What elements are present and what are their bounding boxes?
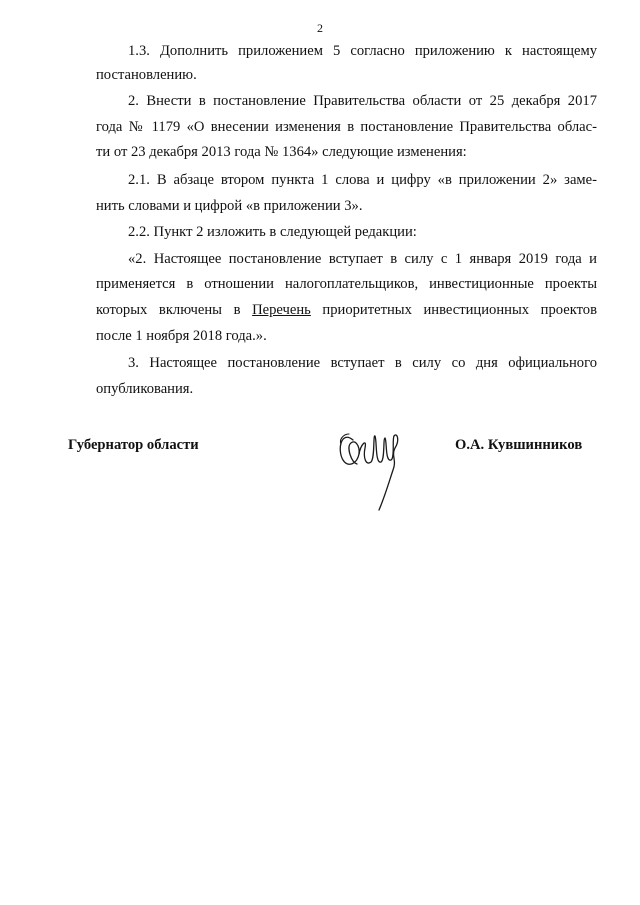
paragraph-1-3-line-2: постановлению.: [96, 67, 197, 83]
quoted-text-line-3-after: приоритетных инвестиционных проектов: [322, 302, 597, 318]
paragraph-2-line-2: года № 1179 «О внесении изменения в постановление Правительства облас-: [96, 119, 597, 135]
quoted-text-line-2: применяется в отношении налогоплательщиков, инвестиционные проекты: [96, 276, 597, 292]
quoted-text-line-3-before: которых включены в: [96, 302, 241, 318]
paragraph-1-3-line-1: 1.3. Дополнить приложением 5 согласно приложению к настоящему: [128, 43, 597, 59]
paragraph-2-1-line-1: 2.1. В абзаце втором пункта 1 слова и цифру «в приложении 2» заме-: [128, 172, 597, 188]
paragraph-3-line-1: 3. Настоящее постановление вступает в силу со дня официального: [128, 355, 597, 371]
paragraph-2-2-line-1: 2.2. Пункт 2 изложить в следующей редакции:: [128, 224, 417, 240]
paragraph-2-line-3: ти от 23 декабря 2013 года № 1364» следующие изменения:: [96, 144, 467, 160]
perechen-link[interactable]: Перечень: [252, 302, 311, 318]
paragraph-2-line-1: 2. Внести в постановление Правительства области от 25 декабря 2017: [128, 93, 597, 109]
paragraph-3-line-2: опубликования.: [96, 381, 194, 397]
quoted-text-line-1: «2. Настоящее постановление вступает в силу с 1 января 2019 года и: [128, 251, 597, 267]
paragraph-2-1-line-2: нить словами и цифрой «в приложении 3».: [96, 198, 363, 214]
page-number: 2: [317, 21, 323, 35]
handwritten-signature: [335, 418, 415, 513]
quoted-text-line-4: после 1 ноября 2018 года.».: [96, 328, 267, 344]
signer-name: О.А. Кувшинников: [455, 437, 583, 453]
quoted-text-line-3: [96, 301, 597, 319]
position-title: Губернатор области: [68, 437, 199, 453]
